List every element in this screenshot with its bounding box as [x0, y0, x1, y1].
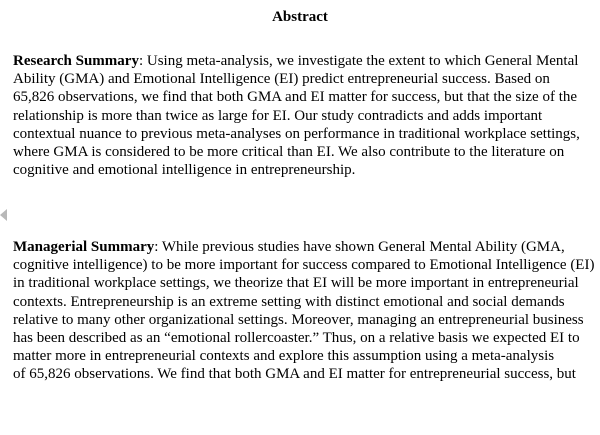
research-summary-line-6: where GMA is considered to be more critical than EI. We also contribute to the literature on — [13, 144, 565, 161]
abstract-heading: Abstract — [272, 9, 328, 25]
managerial-summary-line-5: relative to many other organizational settings. Moreover, managing an entrepreneurial business — [13, 311, 584, 328]
research-summary-label: Research Summary — [13, 53, 139, 69]
managerial-summary-line-8: of 65,826 observations. We find that both GMA and EI matter for entrepreneurial success, but — [13, 366, 576, 383]
managerial-summary-label: Managerial Summary — [13, 239, 155, 255]
managerial-summary-paragraph — [13, 238, 597, 384]
managerial-summary-text-1: While previous studies have shown General Mental Ability (GMA, — [161, 239, 565, 255]
research-summary-line-1 — [13, 52, 597, 70]
managerial-summary-separator: : — [154, 239, 162, 255]
managerial-summary-line-4: contexts. Entrepreneurship is an extreme setting with distinct emotional and social demands — [13, 293, 565, 310]
research-summary-paragraph — [13, 52, 597, 179]
research-summary-separator: : — [138, 53, 147, 69]
left-edge-arrow-icon — [0, 209, 7, 221]
research-summary-line-4: relationship is more than twice as large for EI. Our study contradicts and adds important — [13, 107, 543, 124]
managerial-summary-line-7: matter more in entrepreneurial contexts and explore this assumption using a meta-analysis — [13, 348, 555, 365]
managerial-summary-line-2: cognitive intelligence) to be more important for success compared to Emotional Intelligence (EI) — [13, 257, 595, 274]
managerial-summary-line-6: has been described as an “emotional rollercoaster.” Thus, on a relative basis we expected EI to — [13, 330, 580, 347]
managerial-summary-line-3: in traditional workplace settings, we theorize that EI will be more important in entrepreneurial — [13, 275, 579, 292]
research-summary-text-1: Using meta-analysis, we investigate the extent to which General Mental — [146, 53, 579, 69]
research-summary-line-5: contextual nuance to previous meta-analyses on performance in traditional workplace settings, — [13, 125, 580, 142]
research-summary-line-3: 65,826 observations, we find that both GMA and EI matter for success, but that the size of the — [13, 89, 578, 106]
managerial-summary-line-1 — [13, 238, 597, 256]
research-summary-line-2: Ability (GMA) and Emotional Intelligence (EI) predict entrepreneurial success. Based on — [13, 71, 550, 88]
research-summary-line-7: cognitive and emotional intelligence in entrepreneurship. — [13, 162, 356, 179]
